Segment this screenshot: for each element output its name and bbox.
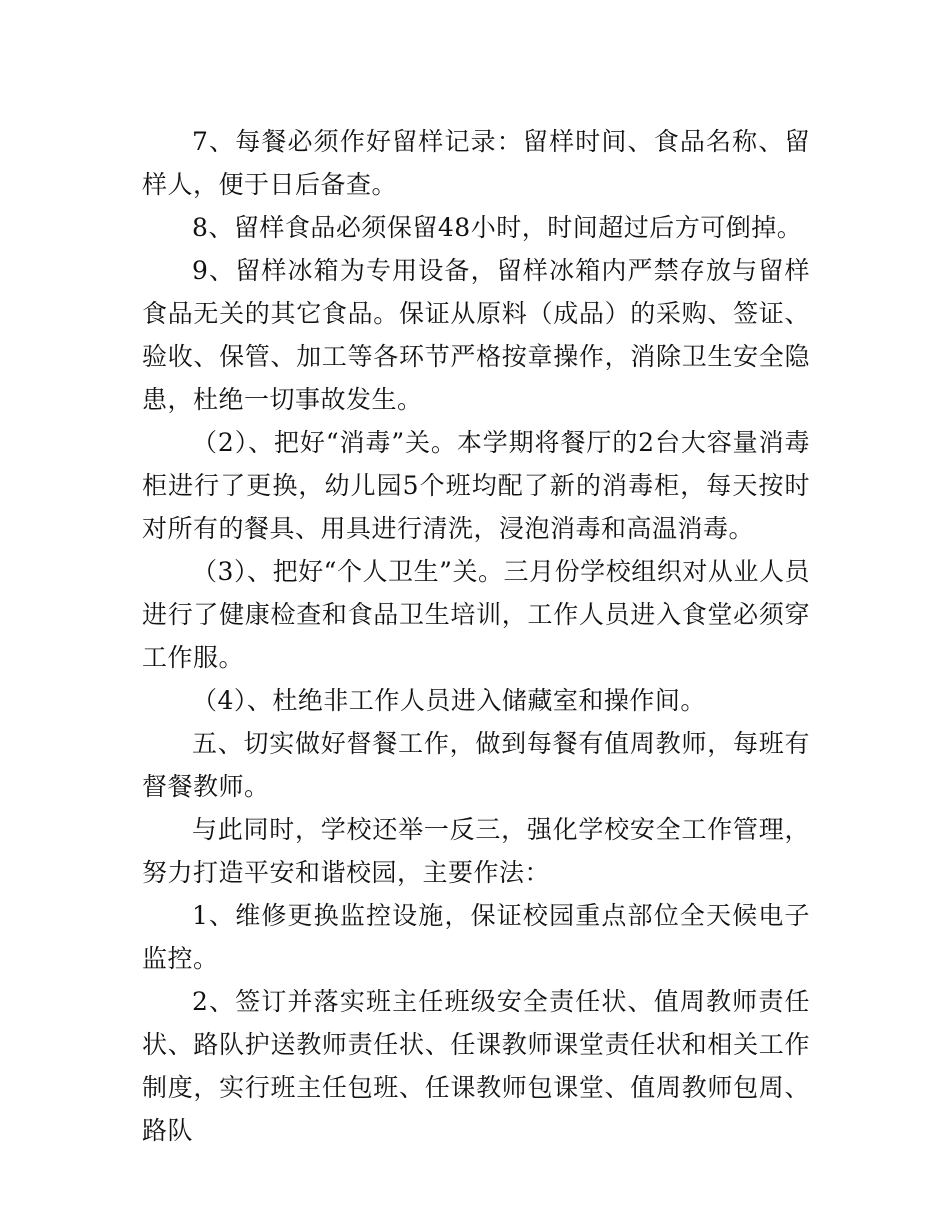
paragraph-monitoring: 1、维修更换监控设施，保证校园重点部位全天候电子监控。 bbox=[142, 901, 810, 973]
paragraph-meal-supervision: 五、切实做好督餐工作，做到每餐有值周教师，每班有督餐教师。 bbox=[142, 729, 810, 801]
document-body bbox=[142, 120, 810, 1152]
paragraph-restricted-access: （4）、杜绝非工作人员进入储藏室和操作间。 bbox=[192, 686, 706, 715]
paragraph-disinfection: （2）、把好“消毒”关。本学期将餐厅的2台大容量消毒柜进行了更换，幼儿园5个班均配了新的消毒柜，每天按时对所有的餐具、用具进行清洗，浸泡消毒和高温消毒。 bbox=[142, 428, 810, 543]
paragraph-sample-retention: 8、留样食品必须保留48小时，时间超过后方可倒掉。 bbox=[192, 213, 803, 242]
paragraph-personal-hygiene: （3）、把好“个人卫生”关。三月份学校组织对从业人员进行了健康检查和食品卫生培训，工作人员进入食堂必须穿工作服。 bbox=[142, 557, 810, 672]
paragraph-safety-management: 与此同时，学校还举一反三，强化学校安全工作管理，努力打造平安和谐校园，主要作法： bbox=[142, 815, 810, 887]
paragraph-sample-record: 7、每餐必须作好留样记录：留样时间、食品名称、留样人，便于日后备查。 bbox=[142, 127, 810, 199]
paragraph-sample-fridge: 9、留样冰箱为专用设备，留样冰箱内严禁存放与留样食品无关的其它食品。保证从原料（成品）的采购、签证、验收、保管、加工等各环节严格按章操作，消除卫生安全隐患，杜绝一切事故发生。 bbox=[142, 256, 810, 414]
paragraph-responsibility: 2、签订并落实班主任班级安全责任状、值周教师责任状、路队护送教师责任状、任课教师课堂责任状和相关工作制度，实行班主任包班、任课教师包课堂、值周教师包周、路队 bbox=[142, 987, 810, 1145]
